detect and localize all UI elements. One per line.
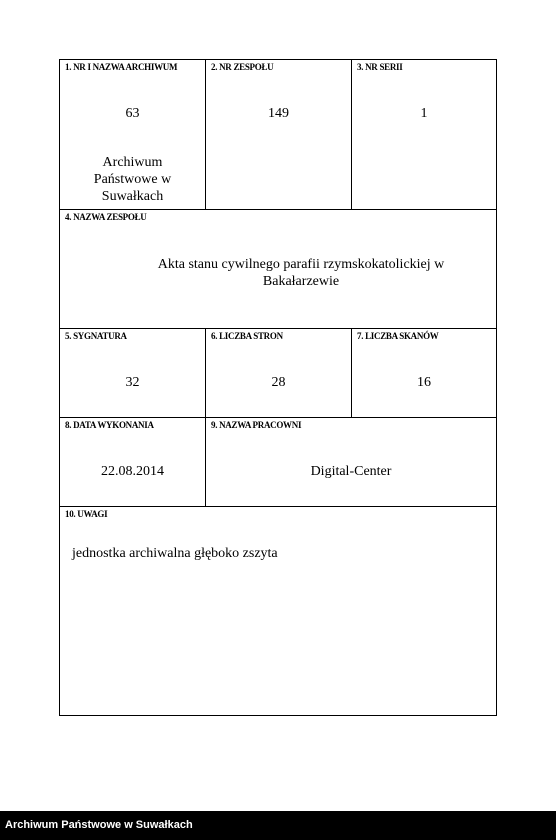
- cell-remarks: [60, 507, 496, 715]
- archive-number: 63: [125, 106, 140, 121]
- archive-name: Archiwum Państwowe w Suwałkach: [93, 155, 172, 204]
- row-archive: [60, 60, 496, 210]
- row-execution: [60, 418, 496, 507]
- footer-bar: [0, 811, 556, 840]
- studio-header: 9. NAZWA PRACOWNI: [211, 420, 302, 430]
- date-value: 22.08.2014: [101, 464, 164, 479]
- studio-value: Digital-Center: [310, 464, 392, 479]
- cell-date: [60, 418, 206, 506]
- footer-label: Archiwum Państwowe w Suwałkach: [5, 819, 193, 831]
- signature-value: 32: [125, 375, 140, 390]
- cell-pages: [206, 329, 352, 417]
- scans-header: 7. LICZBA SKANÓW: [357, 331, 439, 341]
- signature-header: 5. SYGNATURA: [65, 331, 127, 341]
- series-number-header: 3. NR SERII: [357, 62, 403, 72]
- cell-archive: [60, 60, 206, 209]
- scans-value: 16: [417, 375, 431, 390]
- archive-header: 1. NR I NAZWA ARCHIWUM: [65, 62, 178, 72]
- remarks-header: 10. UWAGI: [65, 509, 108, 519]
- fonds-name-header: 4. NAZWA ZESPOŁU: [65, 212, 147, 222]
- date-header: 8. DATA WYKONANIA: [65, 420, 154, 430]
- fonds-name-value: Akta stanu cywilnego parafii rzymskokatolickiej w Bakałarzewie: [157, 257, 445, 289]
- cell-studio: [206, 418, 496, 506]
- cell-series-number: [352, 60, 496, 209]
- cell-fonds-name: [60, 210, 496, 328]
- remarks-value: jednostka archiwalna głęboko zszyta: [72, 546, 278, 561]
- row-fonds-name: [60, 210, 496, 329]
- cell-signature: [60, 329, 206, 417]
- cell-fonds-number: [206, 60, 352, 209]
- series-number-value: 1: [420, 106, 428, 121]
- cell-scans: [352, 329, 496, 417]
- row-remarks: [60, 507, 496, 715]
- fonds-number-value: 149: [268, 106, 289, 121]
- metadata-card: [59, 59, 497, 716]
- row-counts: [60, 329, 496, 418]
- fonds-number-header: 2. NR ZESPOŁU: [211, 62, 274, 72]
- pages-header: 6. LICZBA STRON: [211, 331, 283, 341]
- pages-value: 28: [271, 375, 286, 390]
